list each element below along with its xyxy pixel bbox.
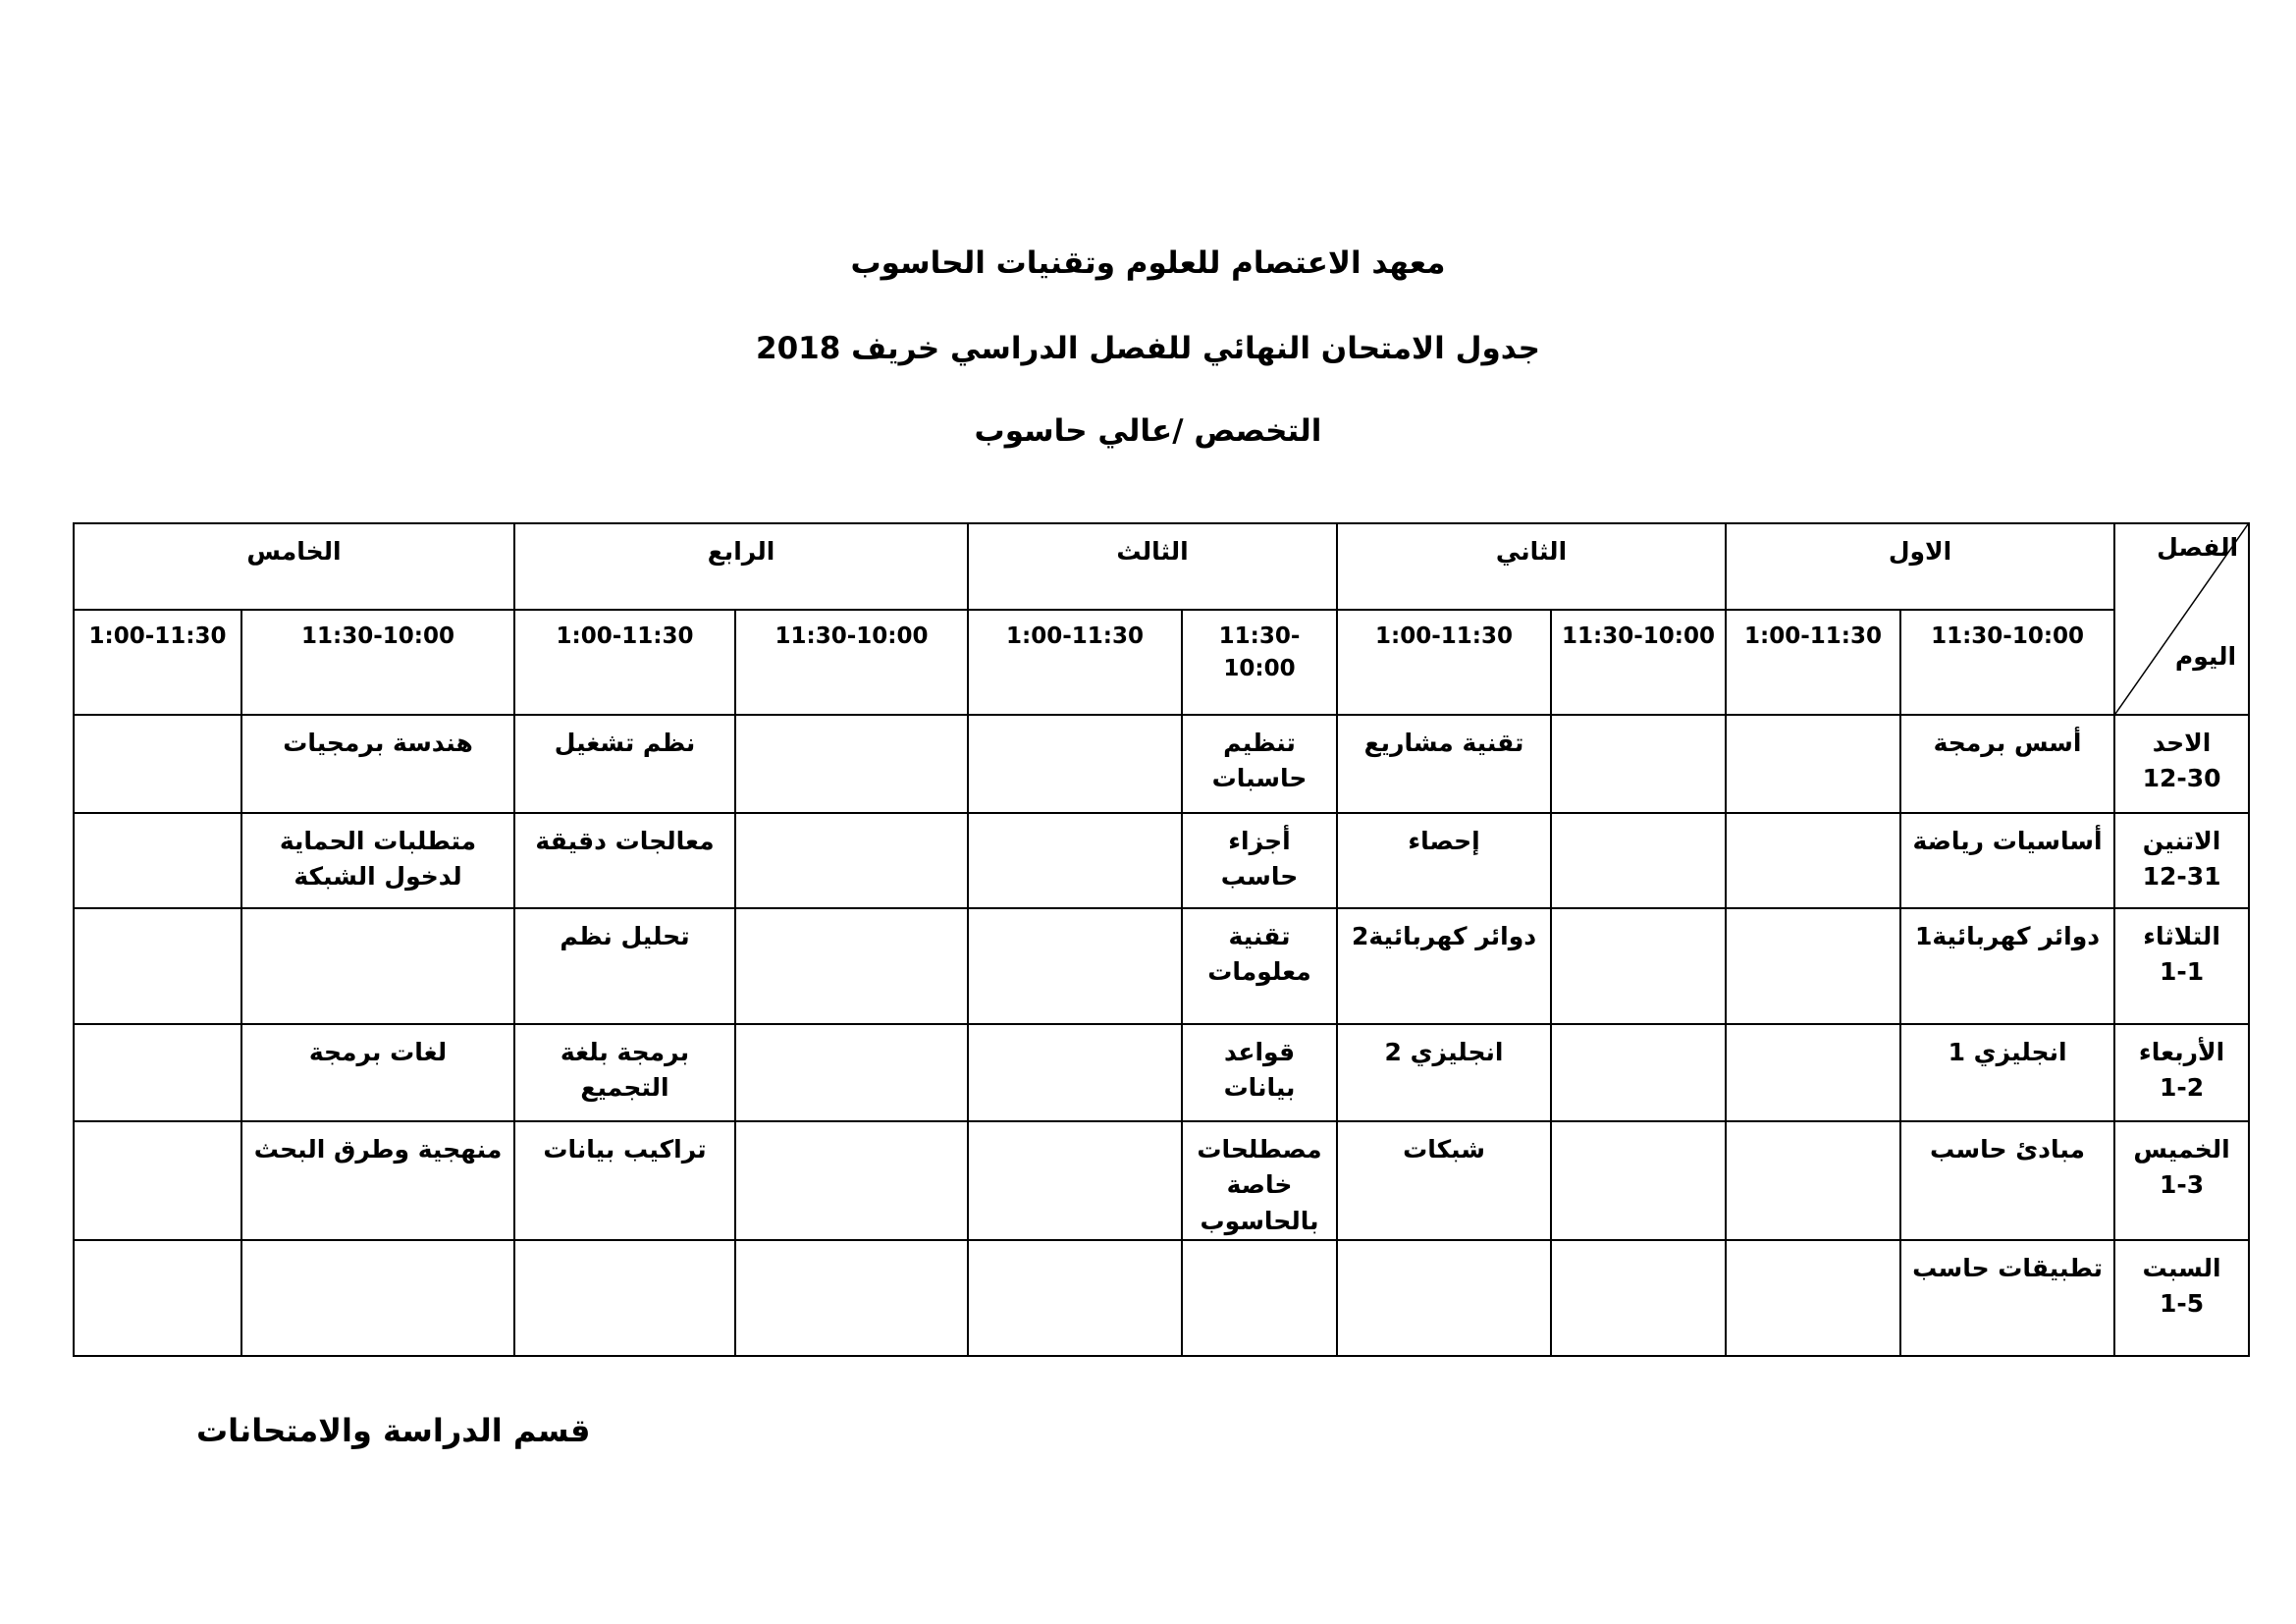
exam-cell [1182,1240,1337,1356]
exam-cell: معالجات دقيقة [514,813,735,908]
day-name: الأربعاء [2138,1038,2225,1066]
specialization-title: التخصص /عالي حاسوب [974,413,1322,449]
exam-cell: مصطلحات خاصة بالحاسوب [1182,1121,1337,1240]
day-cell [2114,1024,2249,1121]
day-cell [2114,813,2249,908]
exam-cell [735,908,968,1024]
exam-cell [968,813,1182,908]
department-signature: قسم الدراسة والامتحانات [196,1412,591,1449]
semester-header: الاول [1726,523,2114,610]
exam-cell: متطلبات الحماية لدخول الشبكة [241,813,514,908]
exam-cell: انجليزي 2 [1337,1024,1551,1121]
time-slot-header: 11:30-10:00 [1551,610,1726,715]
exam-cell [1726,715,1900,813]
semester-header: الثالث [968,523,1337,610]
exam-cell [1337,1240,1551,1356]
exam-cell: أسس برمجة [1900,715,2114,813]
exam-cell [74,1121,241,1240]
exam-cell [735,1240,968,1356]
exam-cell: لغات برمجة [241,1024,514,1121]
exam-cell: تقنية معلومات [1182,908,1337,1024]
exam-cell [1726,1240,1900,1356]
exam-cell [1551,813,1726,908]
exam-cell: أساسيات رياضة [1900,813,2114,908]
corner-cell [2114,523,2249,715]
exam-cell: تحليل نظم [514,908,735,1024]
exam-cell: تنظيم حاسبات [1182,715,1337,813]
exam-cell: منهجية وطرق البحث [241,1121,514,1240]
exam-cell: هندسة برمجيات [241,715,514,813]
exam-cell [1726,1121,1900,1240]
exam-cell: نظم تشغيل [514,715,735,813]
exam-cell: برمجة بلغة التجميع [514,1024,735,1121]
exam-cell [1551,715,1726,813]
exam-cell [968,1121,1182,1240]
day-cell [2114,1240,2249,1356]
semester-header: الخامس [74,523,514,610]
table-row [74,1024,2249,1121]
exam-cell [735,1121,968,1240]
day-date: 1-1 [2159,957,2205,987]
semester-header: الرابع [514,523,968,610]
exam-cell [968,715,1182,813]
exam-cell [74,715,241,813]
time-slot-header: 1:00-11:30 [968,610,1182,715]
exam-cell [1551,1024,1726,1121]
day-name: الخميس [2133,1135,2230,1164]
exam-cell: دوائر كهربائية1 [1900,908,2114,1024]
schedule-title: جدول الامتحان النهائي للفصل الدراسي خريف 2018 [756,331,1540,366]
exam-cell: أجزاء حاسب [1182,813,1337,908]
day-date: 1-3 [2159,1170,2205,1200]
day-date: 1-5 [2159,1289,2205,1318]
exam-cell: انجليزي 1 [1900,1024,2114,1121]
day-cell [2114,908,2249,1024]
day-date: 1-2 [2159,1073,2205,1103]
exam-cell [735,813,968,908]
exam-cell [1726,813,1900,908]
time-slot-header: 1:00-11:30 [1337,610,1551,715]
time-slot-header: 11:30-10:00 [735,610,968,715]
table-row [74,908,2249,1024]
exam-cell: إحصاء [1337,813,1551,908]
day-date: 12-31 [2142,862,2221,892]
exam-cell: دوائر كهربائية2 [1337,908,1551,1024]
day-cell [2114,715,2249,813]
exam-cell [968,908,1182,1024]
semester-header: الثاني [1337,523,1726,610]
exam-cell [514,1240,735,1356]
exam-cell [1551,1240,1726,1356]
exam-cell: شبكات [1337,1121,1551,1240]
table-row [74,1121,2249,1240]
exam-cell: تراكيب بيانات [514,1121,735,1240]
time-slot-row [74,610,2249,715]
exam-cell: تقنية مشاريع [1337,715,1551,813]
exam-cell [1726,1024,1900,1121]
exam-cell [1551,908,1726,1024]
exam-cell: قواعد بيانات [1182,1024,1337,1121]
exam-cell: مبادئ حاسب [1900,1121,2114,1240]
semester-header-row [74,523,2249,610]
exam-cell [241,908,514,1024]
day-name: الاتنين [2142,827,2221,855]
table-row [74,1240,2249,1356]
day-name: الاحد [2152,729,2212,757]
exam-cell [968,1240,1182,1356]
table-row [74,813,2249,908]
exam-cell [74,908,241,1024]
exam-cell [735,715,968,813]
day-name: السبت [2142,1253,2221,1282]
time-slot-header: 1:00-11:30 [1726,610,1900,715]
exam-cell [241,1240,514,1356]
time-slot-header: 11:30-10:00 [1182,610,1337,715]
day-date: 12-30 [2142,764,2221,793]
time-slot-header: 1:00-11:30 [514,610,735,715]
exam-cell [74,813,241,908]
exam-cell [1726,908,1900,1024]
exam-cell [74,1240,241,1356]
exam-cell [74,1024,241,1121]
table-row [74,715,2249,813]
time-slot-header: 11:30-10:00 [1900,610,2114,715]
exam-schedule-table [73,522,2250,1357]
corner-day-label: اليوم [2174,641,2237,671]
time-slot-header: 1:00-11:30 [74,610,241,715]
day-name: التلاثاء [2143,922,2220,950]
corner-semester-label: الفصل [2157,533,2239,562]
exam-cell [968,1024,1182,1121]
day-cell [2114,1121,2249,1240]
exam-cell: تطبيقات حاسب [1900,1240,2114,1356]
time-slot-header: 11:30-10:00 [241,610,514,715]
institute-title: معهد الاعتصام للعلوم وتقنيات الحاسوب [850,245,1446,281]
exam-cell [1551,1121,1726,1240]
exam-cell [735,1024,968,1121]
